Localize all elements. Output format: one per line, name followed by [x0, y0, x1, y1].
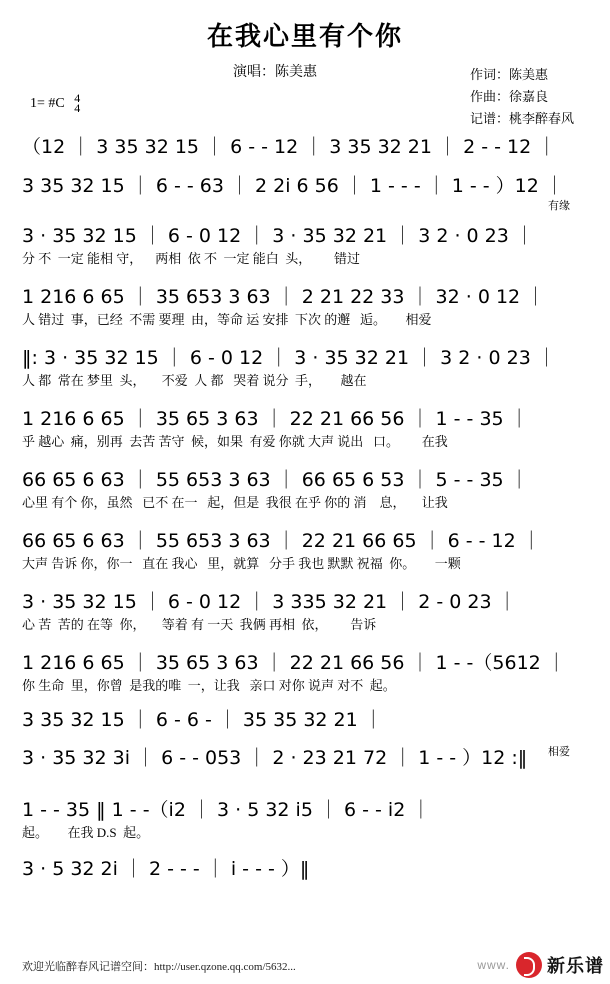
credit-lyricist: 作词：陈美惠: [469, 67, 548, 82]
brand-badge: [516, 952, 604, 978]
brand-name: 新乐谱: [547, 956, 604, 977]
note-row: 3 35 32 15 ｜ 6 - - 63 ｜ 2 2i 6 56 ｜ 1 - - - ｜ 1 - - ）12 ｜: [22, 175, 564, 197]
lyric-row: 乎 越心 痛，别再 去苦 苦守 候，如果 有爱 你就 大声 说出 口。 在我: [22, 434, 448, 449]
lyric-row: 起。 在我 D.S 起。: [22, 825, 150, 840]
note-row: 1 - - 35 ‖ 1 - -（i2 ｜ 3 · 5 32 i5 ｜ 6 - - i2 ｜: [22, 799, 431, 821]
time-signature-bottom: 4: [74, 101, 81, 115]
credit-composer: 作曲：徐嘉良: [469, 89, 548, 104]
note-row: 1 216 6 65 ｜ 35 65 3 63 ｜ 22 21 66 56 ｜ 1 - - 35 ｜: [22, 408, 529, 430]
score-line: [22, 134, 588, 164]
score-line: [22, 528, 588, 573]
watermark-url: www.: [477, 958, 510, 972]
lyric-row: 人 都 常在 梦里 头， 不爱 人 都 哭着 说分 手， 越在: [22, 373, 367, 388]
lyric-row: 分 不 一定 能相 守， 两相 依 不 一定 能白 头， 错过: [22, 251, 361, 266]
singer-label: 演唱：陈美惠: [233, 65, 317, 80]
lyric-row: 心里 有个 你，虽然 已不 在一 起，但是 我很 在乎 你的 消 息， 让我: [22, 495, 448, 510]
footer-note: 欢迎光临醉春风记谱空间：http://user.qzone.qq.com/5632...: [22, 961, 296, 973]
score-line: [22, 745, 588, 775]
score-line: [22, 345, 588, 390]
note-row: 3 · 35 32 15 ｜ 6 - 0 12 ｜ 3 335 32 21 ｜ 2 - 0 23 ｜: [22, 591, 517, 613]
score-line: [22, 173, 588, 212]
lyric-row: 心 苦 苦的 在等 你， 等着 有 一天 我俩 再相 依， 告诉: [22, 617, 377, 632]
note-row: 3 · 5 32 2i ｜ 2 - - - ｜ i - - - ）‖: [22, 858, 310, 880]
score-line: [22, 707, 588, 737]
key-signature-text: 1= #C: [30, 96, 65, 112]
time-signature: [74, 93, 80, 113]
score-line: [22, 406, 588, 451]
score-line: [22, 589, 588, 634]
note-row: 66 65 6 63 ｜ 55 653 3 63 ｜ 22 21 66 65 ｜ 6 - - 12 ｜: [22, 530, 541, 552]
score-body: [0, 134, 610, 886]
watermark: [477, 952, 604, 978]
credits-block: [470, 64, 574, 130]
score-line: [22, 797, 588, 842]
credit-transcriber: 记谱：桃李醉春风: [469, 111, 574, 126]
lyric-row: 你 生命 里，你曾 是我的唯 一，让我 亲口 对你 说声 对不 起。: [22, 678, 396, 693]
note-row: 3 · 35 32 15 ｜ 6 - 0 12 ｜ 3 · 35 32 21 ｜ 3 2 · 0 23 ｜: [22, 225, 534, 247]
line-tag: 相爱: [548, 746, 570, 758]
note-row: 1 216 6 65 ｜ 35 65 3 63 ｜ 22 21 66 56 ｜ 1 - -（5612 ｜: [22, 652, 566, 674]
note-row: 3 35 32 15 ｜ 6 - 6 - ｜ 35 35 32 21 ｜: [22, 709, 383, 731]
sheet-music-page: [0, 16, 610, 984]
page-title: 在我心里有个你: [206, 22, 403, 52]
note-row: 3 · 35 32 3i ｜ 6 - - 053 ｜ 2 · 23 21 72 ｜ 1 - - ）12 :‖: [22, 747, 528, 769]
score-line: [22, 467, 588, 512]
note-row: （12 ｜ 3 35 32 15 ｜ 6 - - 12 ｜ 3 35 32 21 ｜ 2 - - 12 ｜: [22, 136, 557, 158]
line-tag: 有缘: [548, 200, 570, 212]
lyric-row: 大声 告诉 你，你一 直在 我心 里，就算 分手 我也 默默 祝福 你。 一颗: [22, 556, 461, 571]
score-line: [22, 856, 588, 886]
music-note-icon: [516, 952, 542, 978]
key-signature: [30, 91, 81, 115]
score-line: [22, 284, 588, 329]
note-row: 1 216 6 65 ｜ 35 653 3 63 ｜ 2 21 22 33 ｜ 32 · 0 12 ｜: [22, 286, 546, 308]
time-signature-top: 4: [74, 91, 81, 105]
note-row: ‖: 3 · 35 32 15 ｜ 6 - 0 12 ｜ 3 · 35 32 21 ｜ 3 2 · 0 23 ｜: [22, 347, 556, 369]
score-line: [22, 223, 588, 268]
note-row: 66 65 6 63 ｜ 55 653 3 63 ｜ 66 65 6 53 ｜ 5 - - 35 ｜: [22, 469, 529, 491]
lyric-row: 人 错过 事，已经 不需 要理 由，等命 运 安排 下次 的邂 逅。 相爱: [22, 312, 432, 327]
score-line: [22, 650, 588, 695]
